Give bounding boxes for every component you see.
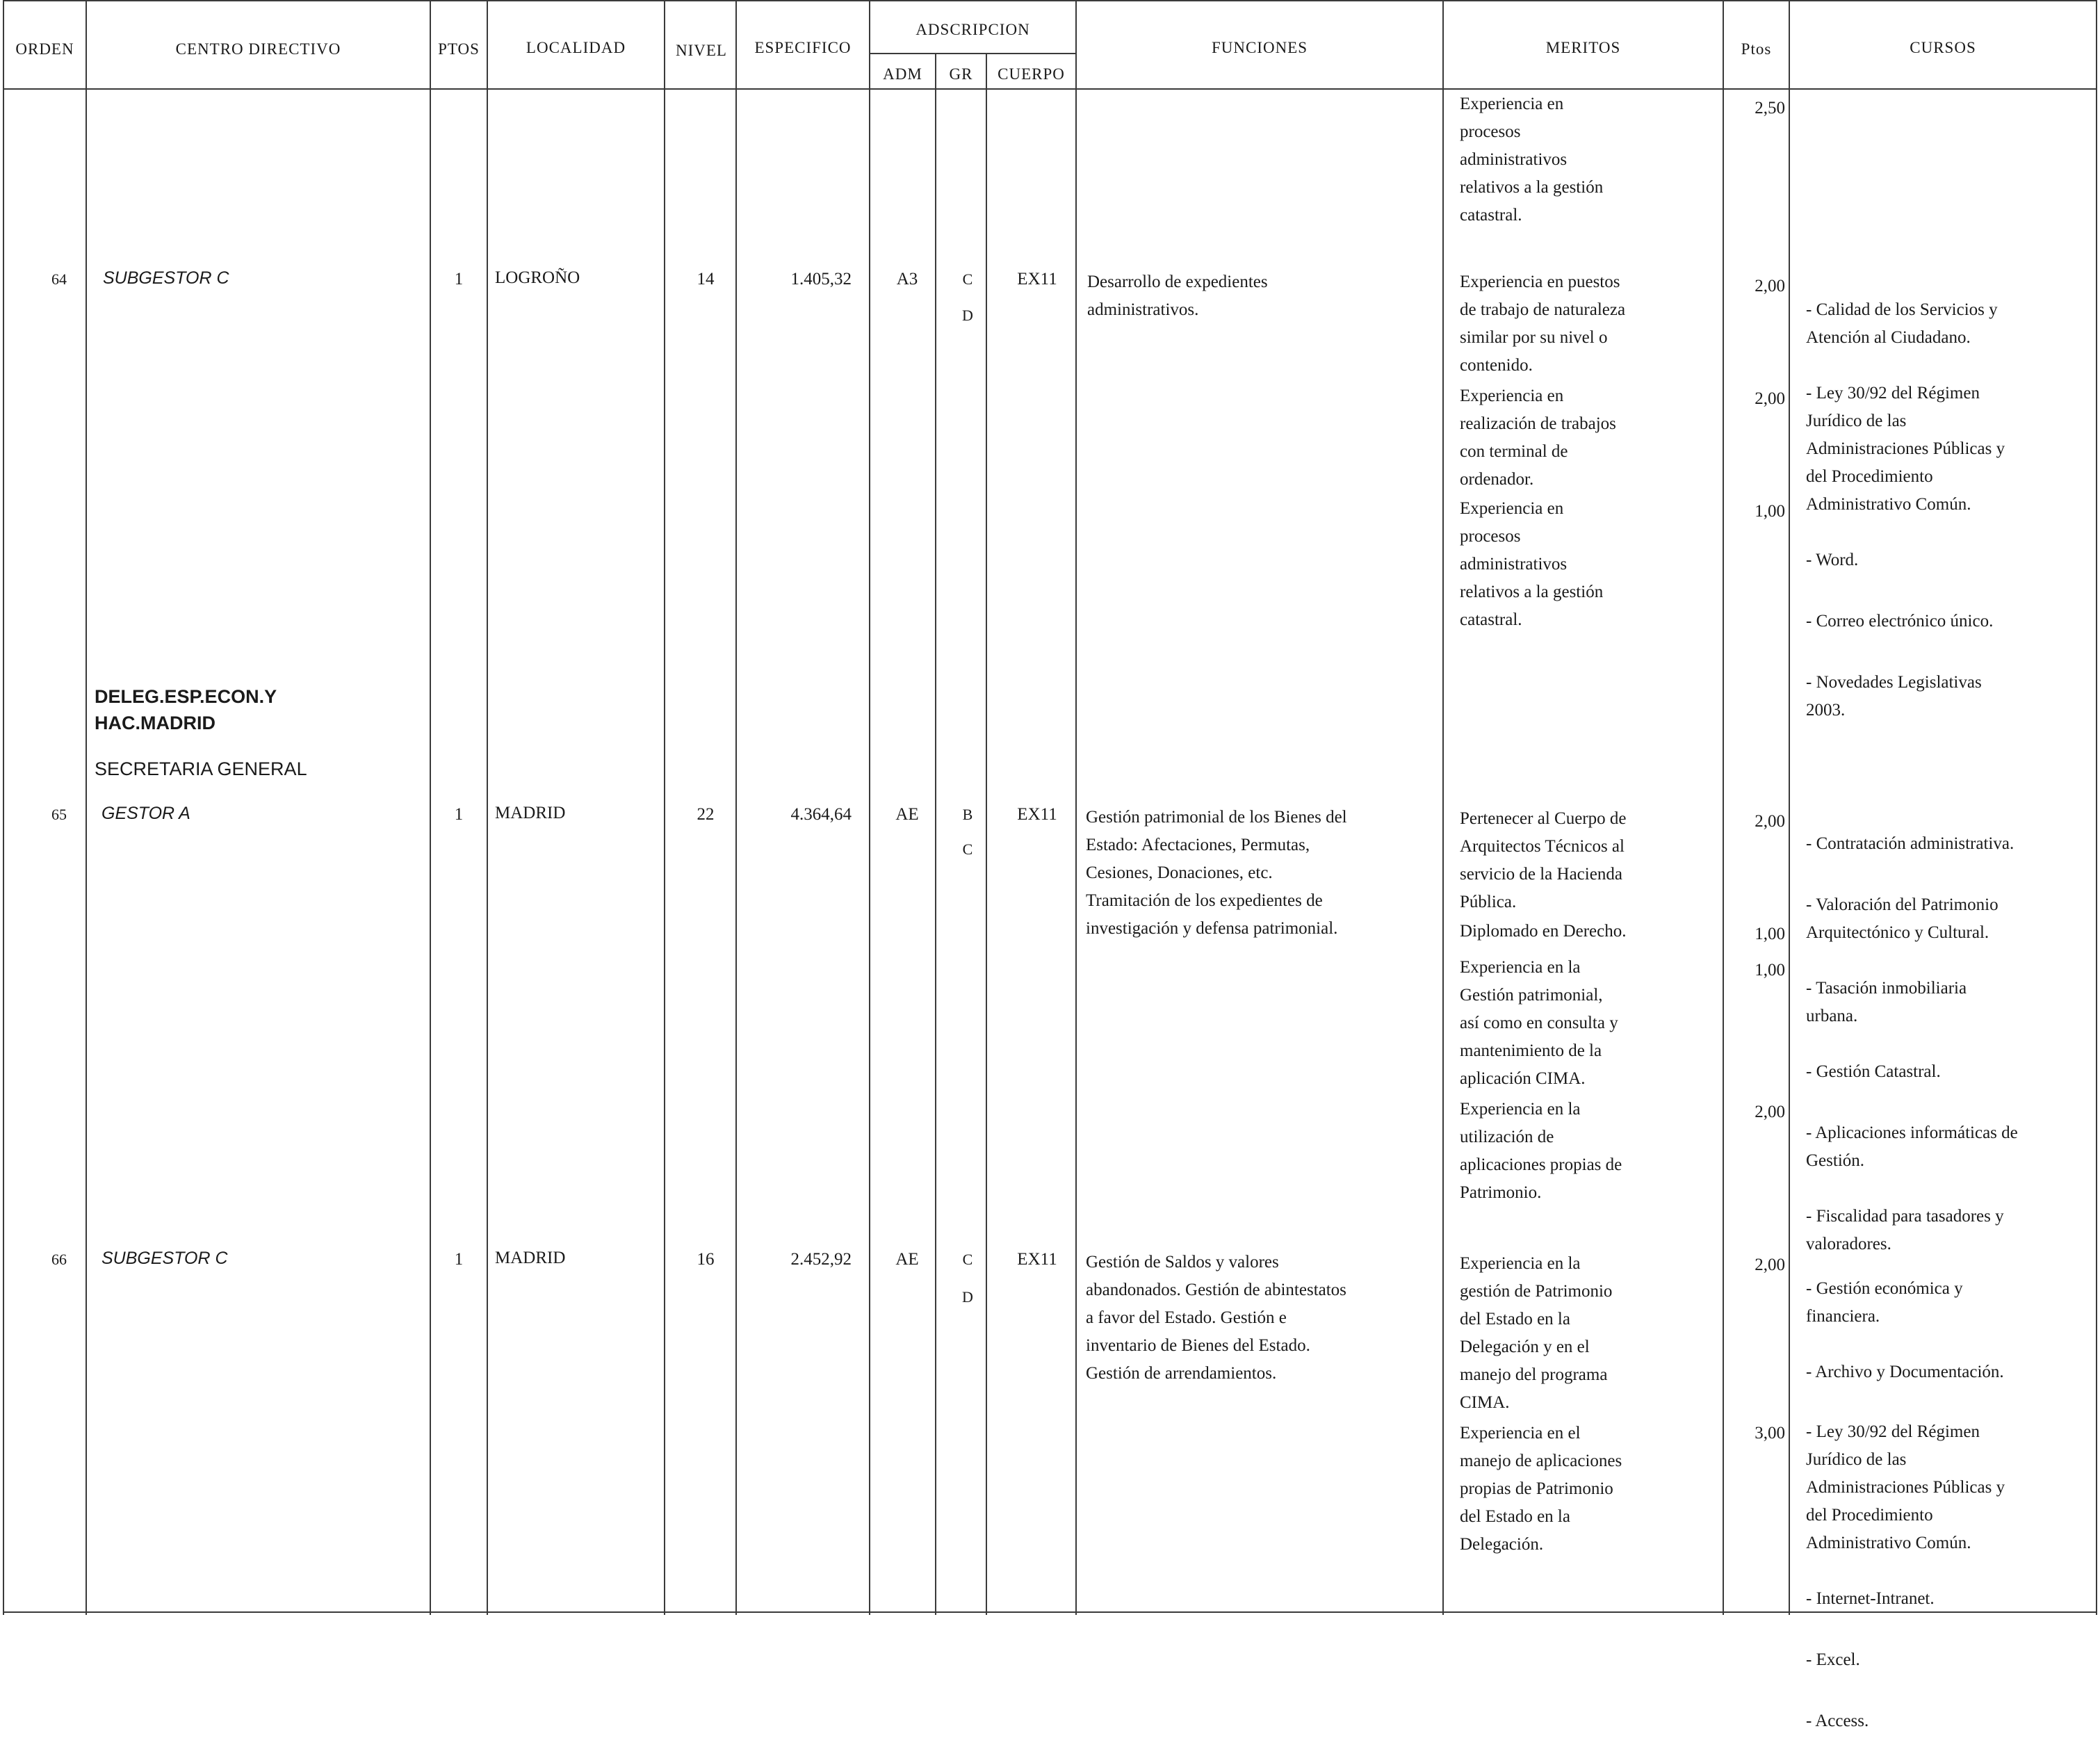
row-gr: D: [962, 307, 973, 324]
row-cursos: [1806, 802, 2018, 1286]
column-rule: [1442, 0, 1444, 1615]
section-title: HAC.MADRID: [95, 713, 215, 733]
row-especifico: 2.452,92: [790, 1250, 852, 1269]
row-merito-points: 2,00: [1755, 1256, 1785, 1274]
row-gr: C: [962, 840, 973, 858]
header-especifico: ESPECIFICO: [754, 39, 852, 56]
header-top-rule: [3, 0, 2097, 1]
row-centro-directivo: SUBGESTOR C: [103, 268, 229, 288]
header-adscripcion: ADSCRIPCION: [915, 21, 1030, 38]
adscripcion-rule: [869, 53, 1077, 54]
row-merito: Experiencia en puestos de trabajo de naturaleza similar por su nivel o contenido.: [1460, 273, 1626, 375]
column-rule: [3, 0, 4, 1615]
row-centro-directivo: SUBGESTOR C: [101, 1249, 228, 1268]
page-bottom-rule: [3, 1611, 2097, 1613]
course-item: - Internet-Intranet.: [1806, 1589, 1935, 1608]
section-subtitle: SECRETARIA GENERAL: [95, 758, 307, 779]
header-funciones: FUNCIONES: [1211, 39, 1308, 56]
header-meritos: MERITOS: [1545, 39, 1621, 56]
header-centro-directivo: CENTRO DIRECTIVO: [175, 40, 341, 58]
row-merito-points: 2,00: [1755, 277, 1785, 295]
course-item: - Gestión Catastral.: [1806, 1062, 1941, 1081]
row-adm: A3: [896, 270, 918, 289]
row-localidad: MADRID: [495, 1249, 566, 1267]
row-nivel: 14: [697, 270, 715, 289]
header-adm: ADM: [883, 65, 922, 83]
row-cuerpo: EX11: [1017, 270, 1057, 289]
row-merito: Experiencia en la utilización de aplicaciones propias de Patrimonio.: [1460, 1100, 1622, 1202]
header-cursos: CURSOS: [1910, 39, 1976, 56]
row-funciones: Gestión patrimonial de los Bienes del Estado: Afectaciones, Permutas, Cesiones, Donaciones, etc. Tramitación de los expedientes de investigación y defensa patrimonial.: [1086, 808, 1347, 938]
row-adm: AE: [895, 1250, 919, 1269]
row-cursos: [1806, 268, 2005, 752]
row-funciones: Desarrollo de expedientes administrativos.: [1087, 273, 1268, 319]
column-rule: [869, 0, 870, 1615]
header-ptos: PTOS: [438, 40, 480, 58]
header-orden: ORDEN: [15, 40, 74, 58]
row-merito: Experiencia en la Gestión patrimonial, así como en consulta y mantenimiento de la aplicación CIMA.: [1460, 958, 1618, 1088]
column-rule: [487, 0, 488, 1615]
row-localidad: LOGROÑO: [495, 268, 580, 287]
carryover-merit-points: 2,50: [1755, 99, 1785, 117]
row-gr: D: [962, 1288, 973, 1306]
course-item: - Gestión económica y financiera.: [1806, 1279, 1963, 1326]
course-item: - Fiscalidad para tasadores y valoradores.: [1806, 1207, 2004, 1253]
column-rule: [935, 53, 936, 1615]
row-orden: 66: [51, 1251, 67, 1268]
row-ptos: 1: [454, 1250, 464, 1269]
row-merito-points: 1,00: [1755, 925, 1785, 943]
row-ptos: 1: [454, 270, 464, 289]
course-item: - Correo electrónico único.: [1806, 612, 1994, 631]
header-gr: GR: [949, 65, 973, 83]
row-orden: 64: [51, 270, 67, 288]
row-merito-points: 3,00: [1755, 1424, 1785, 1443]
course-item: - Word.: [1806, 551, 1859, 569]
row-nivel: 22: [697, 805, 715, 824]
course-item: - Access.: [1806, 1712, 1869, 1730]
column-rule: [1075, 0, 1077, 1615]
section-title: DELEG.ESP.ECON.Y: [95, 686, 277, 707]
course-item: - Ley 30/92 del Régimen Jurídico de las Administraciones Públicas y del Procedimiento Administrativo Común.: [1806, 1422, 2005, 1552]
row-funciones: Gestión de Saldos y valores abandonados. Gestión de abintestatos a favor del Estado. Gestión e inventario de Bienes del Estado. Gestión de arrendamientos.: [1086, 1253, 1346, 1383]
row-gr: B: [962, 806, 973, 823]
row-gr: C: [962, 1251, 973, 1268]
header-cuerpo: CUERPO: [998, 65, 1065, 83]
header-localidad: LOCALIDAD: [526, 39, 626, 56]
row-localidad: MADRID: [495, 804, 566, 822]
course-item: - Excel.: [1806, 1650, 1860, 1669]
row-merito: Experiencia en realización de trabajos con terminal de ordenador.: [1460, 387, 1616, 489]
row-orden: 65: [51, 806, 67, 823]
row-merito-points: 2,00: [1755, 812, 1785, 831]
row-merito: Diplomado en Derecho.: [1460, 922, 1627, 941]
row-merito: Experiencia en procesos administrativos relativos a la gestión catastral.: [1460, 499, 1604, 629]
column-rule: [2096, 0, 2097, 1615]
column-rule: [735, 0, 737, 1615]
row-especifico: 4.364,64: [790, 805, 852, 824]
row-especifico: 1.405,32: [790, 270, 852, 289]
row-merito-points: 1,00: [1755, 502, 1785, 521]
course-item: - Contratación administrativa.: [1806, 834, 2014, 853]
row-centro-directivo: GESTOR A: [101, 804, 190, 823]
row-merito: Pertenecer al Cuerpo de Arquitectos Técnicos al servicio de la Hacienda Pública.: [1460, 809, 1627, 911]
row-merito-points: 2,00: [1755, 1103, 1785, 1121]
row-cursos: [1806, 1247, 2005, 1763]
course-item: - Valoración del Patrimonio Arquitectónico y Cultural.: [1806, 895, 1999, 942]
row-merito: Experiencia en el manejo de aplicaciones propias de Patrimonio del Estado en la Delegación.: [1460, 1424, 1622, 1554]
row-merito-points: 2,00: [1755, 389, 1785, 408]
course-item: - Aplicaciones informáticas de Gestión.: [1806, 1123, 2018, 1170]
row-cuerpo: EX11: [1017, 805, 1057, 824]
column-rule: [986, 53, 987, 1615]
header-nivel: NIVEL: [676, 42, 727, 59]
row-gr: C: [962, 270, 973, 288]
row-adm: AE: [895, 805, 919, 824]
carryover-merit-text: Experiencia en procesos administrativos relativos a la gestión catastral.: [1460, 95, 1604, 225]
header-ptos-meritos: Ptos: [1741, 40, 1772, 58]
course-item: - Archivo y Documentación.: [1806, 1363, 2004, 1381]
header-bottom-rule: [3, 88, 2097, 90]
course-item: - Tasación inmobiliaria urbana.: [1806, 979, 1967, 1025]
course-item: - Ley 30/92 del Régimen Jurídico de las Administraciones Públicas y del Procedimiento Administrativo Común.: [1806, 384, 2005, 514]
column-rule: [1789, 0, 1790, 1615]
row-merito-points: 1,00: [1755, 961, 1785, 980]
column-rule: [664, 0, 665, 1615]
column-rule: [86, 0, 87, 1615]
row-merito: Experiencia en la gestión de Patrimonio del Estado en la Delegación y en el manejo del programa CIMA.: [1460, 1254, 1613, 1412]
course-item: - Novedades Legislativas 2003.: [1806, 673, 1982, 720]
column-rule: [430, 0, 431, 1615]
row-cuerpo: EX11: [1017, 1250, 1057, 1269]
row-nivel: 16: [697, 1250, 715, 1269]
row-ptos: 1: [454, 805, 464, 824]
course-item: - Calidad de los Servicios y Atención al Ciudadano.: [1806, 300, 1998, 347]
